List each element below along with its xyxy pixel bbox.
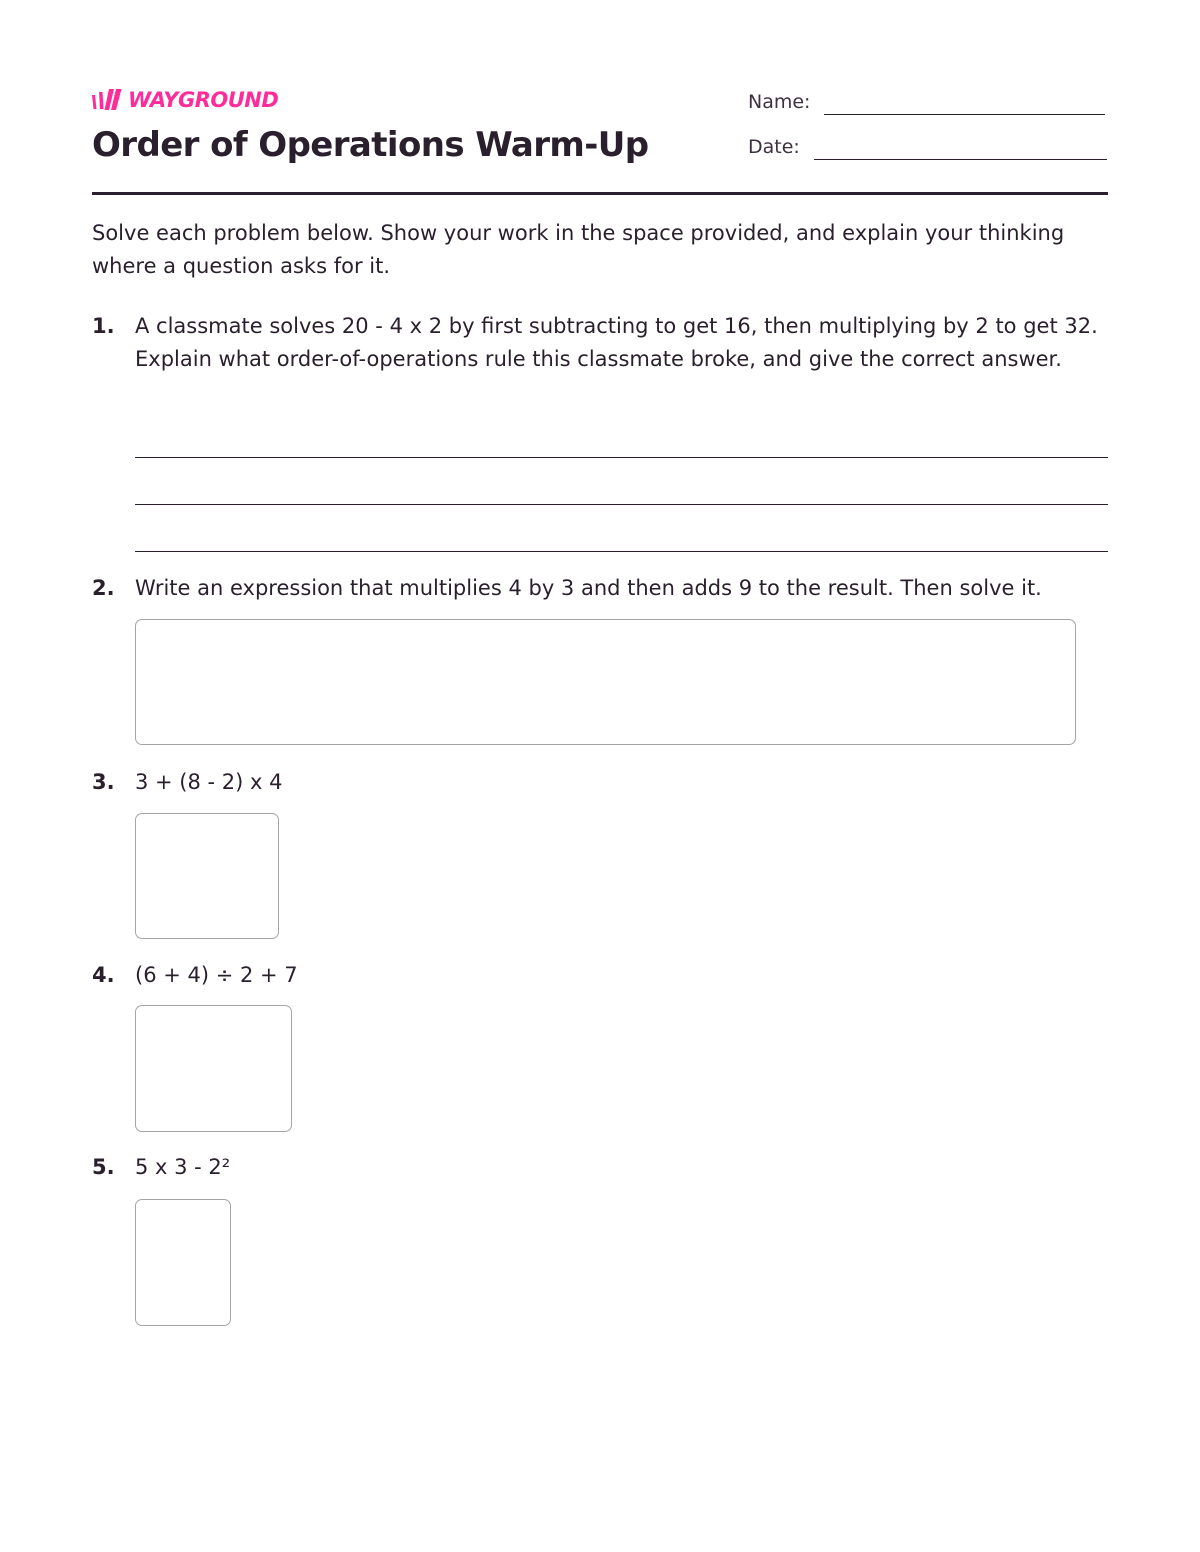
question-5-answer-box[interactable] bbox=[135, 1199, 231, 1326]
question-3-text: 3 + (8 - 2) x 4 bbox=[135, 770, 283, 794]
question-1-number: 1. bbox=[92, 314, 115, 338]
name-label: Name: bbox=[748, 91, 811, 113]
question-4-number: 4. bbox=[92, 963, 115, 987]
question-2-answer-box[interactable] bbox=[135, 619, 1076, 745]
wayground-logo-icon bbox=[92, 89, 122, 111]
header-divider bbox=[92, 192, 1108, 195]
question-2-text: Write an expression that multiplies 4 by 3 and then adds 9 to the result. Then solve it. bbox=[135, 576, 1042, 600]
brand-logo bbox=[92, 88, 278, 112]
date-label: Date: bbox=[748, 136, 800, 158]
question-1-answer-line-1[interactable] bbox=[135, 457, 1108, 458]
date-blank[interactable] bbox=[814, 133, 1107, 160]
name-blank[interactable] bbox=[824, 88, 1105, 115]
instructions: Solve each problem below. Show your work in the space provided, and explain your thinking where a question asks for it. bbox=[92, 221, 1065, 278]
brand-name: WAYGROUND bbox=[128, 88, 279, 112]
question-2-number: 2. bbox=[92, 576, 115, 600]
question-1-answer-line-3[interactable] bbox=[135, 551, 1108, 552]
question-3-number: 3. bbox=[92, 770, 115, 794]
question-5-number: 5. bbox=[92, 1155, 115, 1179]
question-3-answer-box[interactable] bbox=[135, 813, 279, 939]
date-field bbox=[748, 133, 1107, 160]
name-field bbox=[748, 88, 1105, 115]
page-title: Order of Operations Warm-Up bbox=[92, 125, 649, 165]
question-4-answer-box[interactable] bbox=[135, 1005, 292, 1132]
question-4-text: (6 + 4) ÷ 2 + 7 bbox=[135, 963, 298, 987]
question-1-text: A classmate solves 20 - 4 x 2 by first subtracting to get 16, then multiplying by 2 to get 32. Explain what order-of-operations rule this classmate broke, and give the correct answer. bbox=[135, 314, 1098, 371]
question-1-answer-line-2[interactable] bbox=[135, 504, 1108, 505]
question-5-text: 5 x 3 - 2² bbox=[135, 1155, 231, 1179]
